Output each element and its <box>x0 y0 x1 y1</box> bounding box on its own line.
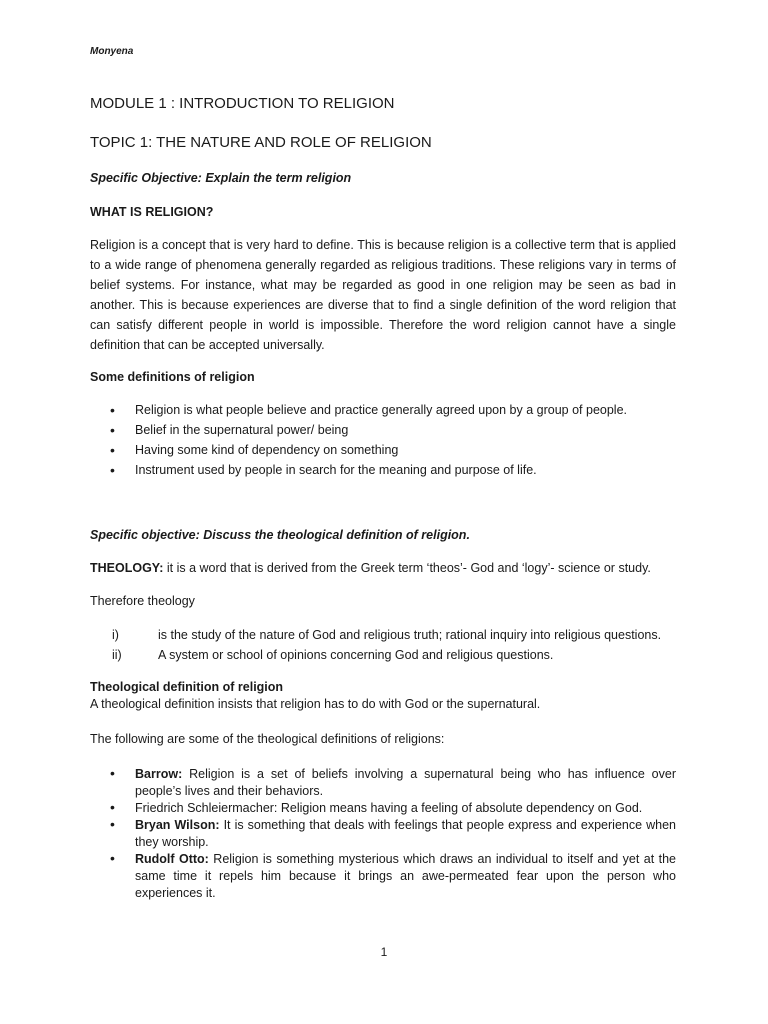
definition-text: Religion is a set of beliefs involving a supernatural being who has influence over people’s lives and their behaviors. <box>135 767 676 798</box>
definition-text: Friedrich Schleiermacher: Religion means having a feeling of absolute dependency on God. <box>135 801 643 815</box>
definitions-heading: Some definitions of religion <box>90 370 255 384</box>
item-text: is the study of the nature of God and religious truth; rational inquiry into religious questions. <box>158 628 662 642</box>
scholar-name: Rudolf Otto: <box>135 852 209 866</box>
theology-term: THEOLOGY: <box>90 561 164 575</box>
theology-list <box>90 625 710 665</box>
theological-definition-text: A theological definition insists that religion has to do with God or the supernatural. <box>90 697 541 711</box>
item-number: ii) <box>112 648 122 662</box>
intro-paragraph: Religion is a concept that is very hard to define. This is because religion is a collective term that is applied to a wide range of phenomena generally regarded as religious traditions. These religions vary in terms of belief systems. For instance, what may be regarded as good in one religion may be seen as bad in another. This is because experiences are diverse that to find a single definition of the word religion that can satisfy different people in world is impossible. Therefore the word religion cannot have a single definition that can be accepted universally. <box>90 238 676 352</box>
list-item <box>90 766 676 800</box>
module-title: MODULE 1 : INTRODUCTION TO RELIGION <box>90 95 395 112</box>
list-item <box>90 851 676 902</box>
list-item: • Instrument used by people in search for the meaning and purpose of life. <box>90 460 710 480</box>
objective-1: Specific Objective: Explain the term religion <box>90 171 352 185</box>
topic-title: TOPIC 1: THE NATURE AND ROLE OF RELIGION <box>90 134 432 151</box>
running-header: Monyena <box>90 46 134 57</box>
theological-definitions-list <box>90 766 676 902</box>
item-text: A system or school of opinions concerning God and religious questions. <box>158 648 554 662</box>
theological-definition-heading: Theological definition of religion <box>90 680 284 694</box>
item-number: i) <box>112 628 119 642</box>
definition-text: It is something that deals with feelings that people express and experience when they worship. <box>135 818 676 849</box>
list-item: • Having some kind of dependency on something <box>90 440 710 460</box>
list-item: • Belief in the supernatural power/ being <box>90 420 710 440</box>
therefore-theology: Therefore theology <box>90 594 195 608</box>
list-item: • Religion is what people believe and practice generally agreed upon by a group of people. <box>90 400 710 420</box>
scholar-name: Barrow: <box>135 767 183 781</box>
scholar-name: Bryan Wilson: <box>135 818 220 832</box>
definition-text: Religion is something mysterious which draws an individual to itself and yet at the same time it repels him because it brings an awe-permeated fear upon the person who experiences it. <box>135 852 677 900</box>
theology-text: it is a word that is derived from the Greek term ‘theos’- God and ‘logy’- science or study. <box>163 561 651 575</box>
theology-definition <box>90 561 651 575</box>
definitions-list <box>90 400 710 480</box>
following-text: The following are some of the theological definitions of religions: <box>90 732 445 746</box>
what-is-religion-heading: WHAT IS RELIGION? <box>90 205 214 219</box>
list-item <box>90 625 710 645</box>
list-item <box>90 800 676 817</box>
list-item <box>90 817 676 851</box>
page-number: 1 <box>380 945 388 959</box>
list-item <box>90 645 710 665</box>
objective-2: Specific objective: Discuss the theological definition of religion. <box>90 528 470 542</box>
